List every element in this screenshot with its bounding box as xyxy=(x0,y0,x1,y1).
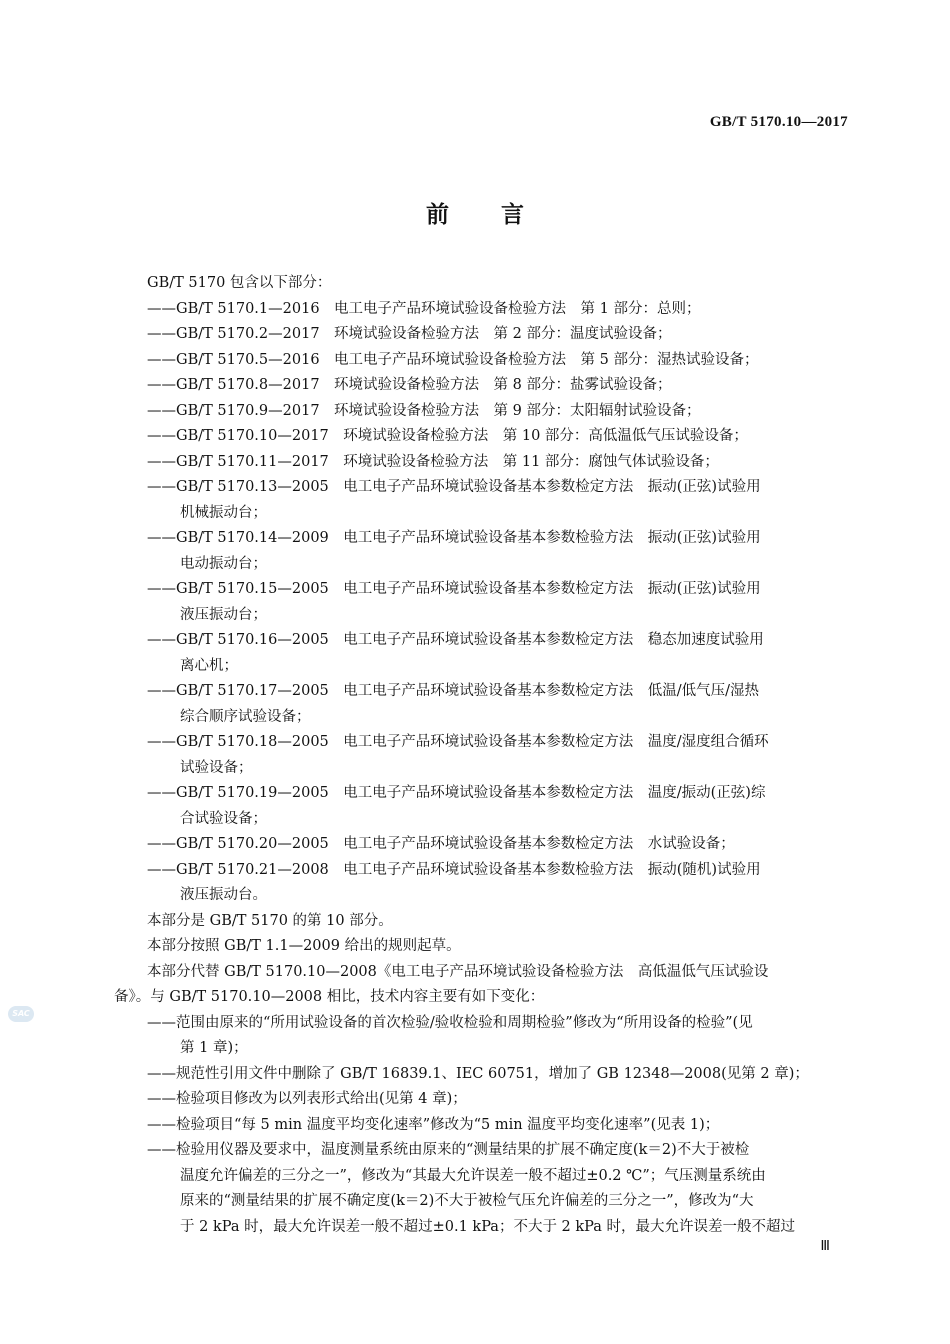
text-line: ——GB/T 5170.8—2017 环境试验设备检验方法 第 8 部分：盐雾试验设备； xyxy=(147,377,672,393)
text-line: 离心机； xyxy=(180,657,238,674)
text-line: ——GB/T 5170.16—2005 电工电子产品环境试验设备基本参数检定方法 稳态加速度试验用 xyxy=(147,632,764,648)
text-line: ——GB/T 5170.5—2016 电工电子产品环境试验设备检验方法 第 5 部分：湿热试验设备； xyxy=(147,351,759,368)
text-line: ——GB/T 5170.10—2017 环境试验设备检验方法 第 10 部分：高低温低气压试验设备； xyxy=(147,428,748,444)
text-line: 温度允许偏差的三分之一”，修改为“其最大允许误差一般不超过±0.2 ℃”；气压测量系统由 xyxy=(180,1167,766,1184)
text-line: 电动振动台； xyxy=(180,555,267,572)
text-line: 第 1 章)； xyxy=(180,1040,248,1056)
page-number: Ⅲ xyxy=(820,1239,830,1254)
text-line: ——GB/T 5170.13—2005 电工电子产品环境试验设备基本参数检定方法 振动(正弦)试验用 xyxy=(147,479,761,495)
foreword-body xyxy=(114,271,850,1240)
text-line: 本部分代替 GB/T 5170.10—2008《电工电子产品环境试验设备检验方法 高低温低气压试验设 xyxy=(147,963,769,980)
text-line: ——GB/T 5170.21—2008 电工电子产品环境试验设备基本参数检验方法 振动(随机)试验用 xyxy=(147,861,761,878)
text-line: 机械振动台； xyxy=(180,504,267,521)
text-line: ——GB/T 5170.17—2005 电工电子产品环境试验设备基本参数检定方法 低温/低气压/湿热 xyxy=(147,683,760,699)
page-header: GB/T 5170.10—2017 xyxy=(709,114,848,130)
text-line: ——GB/T 5170.14—2009 电工电子产品环境试验设备基本参数检验方法 振动(正弦)试验用 xyxy=(147,530,761,546)
text-line: 液压振动台； xyxy=(180,606,267,623)
text-line: ——GB/T 5170.9—2017 环境试验设备检验方法 第 9 部分：太阳辐射试验设备； xyxy=(147,402,701,419)
text-line: 液压振动台。 xyxy=(180,887,267,903)
text-line: 综合顺序试验设备； xyxy=(180,708,311,725)
text-line: ——GB/T 5170.18—2005 电工电子产品环境试验设备基本参数检定方法 温度/湿度组合循环 xyxy=(147,734,769,750)
text-line: ——GB/T 5170.2—2017 环境试验设备检验方法 第 2 部分：温度试验设备； xyxy=(147,326,672,342)
text-line: 原来的“测量结果的扩展不确定度(k＝2)不大于被检气压允许偏差的三分之一”，修改为“大 xyxy=(180,1193,754,1209)
text-line: ——检验项目修改为以列表形式给出(见第 4 章)； xyxy=(147,1091,467,1107)
page-title: 前言 xyxy=(426,202,576,228)
text-line: ——检验用仪器及要求中，温度测量系统由原来的“测量结果的扩展不确定度(k＝2)不大于被检 xyxy=(147,1142,750,1158)
text-line: GB/T 5170 包含以下部分： xyxy=(147,275,332,291)
text-line: ——检验项目“每 5 min 温度平均变化速率”修改为“5 min 温度平均变化速率”(见表 1)； xyxy=(147,1116,720,1133)
text-line: ——GB/T 5170.1—2016 电工电子产品环境试验设备检验方法 第 1 部分：总则； xyxy=(147,300,701,317)
text-line: ——GB/T 5170.19—2005 电工电子产品环境试验设备基本参数检定方法 温度/振动(正弦)综 xyxy=(147,785,766,801)
text-line: ——GB/T 5170.20—2005 电工电子产品环境试验设备基本参数检定方法 水试验设备； xyxy=(147,836,735,852)
text-line: 于 2 kPa 时，最大允许误差一般不超过±0.1 kPa；不大于 2 kPa 时，最大允许误差一般不超过 xyxy=(180,1218,796,1235)
text-line: 本部分是 GB/T 5170 的第 10 部分。 xyxy=(147,912,393,929)
text-line: ——规范性引用文件中删除了 GB/T 16839.1、IEC 60751，增加了 GB 12348—2008(见第 2 章)； xyxy=(147,1065,809,1082)
text-line: 备》。与 GB/T 5170.10—2008 相比，技术内容主要有如下变化： xyxy=(114,989,545,1005)
text-line: 合试验设备； xyxy=(180,810,267,827)
text-line: ——GB/T 5170.15—2005 电工电子产品环境试验设备基本参数检定方法 振动(正弦)试验用 xyxy=(147,581,761,597)
watermark-stamp: SAC xyxy=(8,1006,34,1022)
text-line: 试验设备； xyxy=(180,759,253,776)
text-line: 本部分按照 GB/T 1.1—2009 给出的规则起草。 xyxy=(147,938,461,954)
text-line: ——范围由原来的“所用试验设备的首次检验/验收检验和周期检验”修改为“所用设备的检验”(见 xyxy=(147,1014,753,1031)
text-line: ——GB/T 5170.11—2017 环境试验设备检验方法 第 11 部分：腐蚀气体试验设备； xyxy=(147,453,719,470)
